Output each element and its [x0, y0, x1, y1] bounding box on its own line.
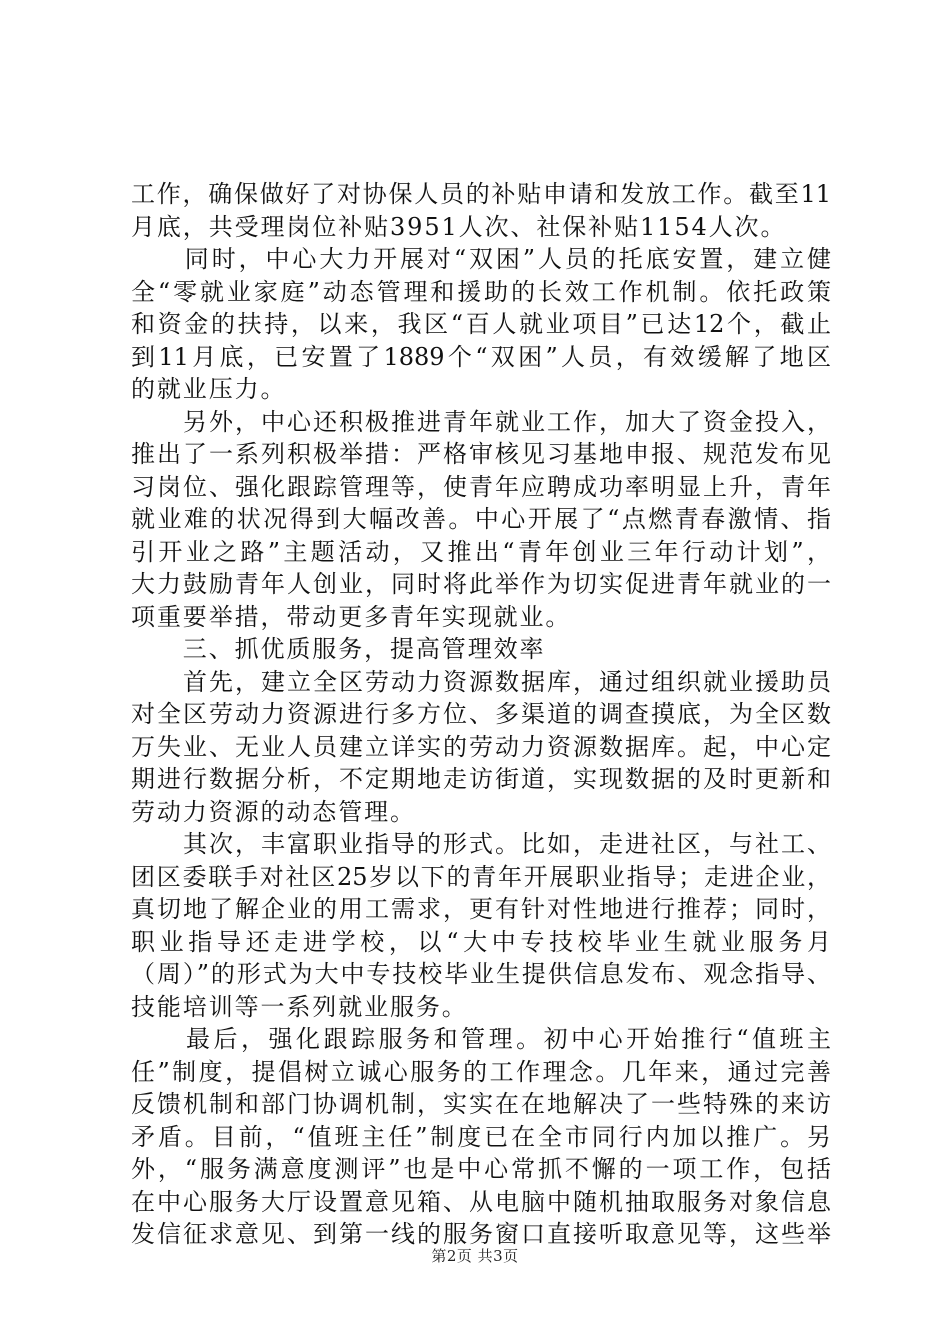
- text-line: 其次，丰富职业指导的形式。比如，走进社区，与社工、: [131, 830, 831, 858]
- page-number-label: 第2页 共3页: [431, 1247, 519, 1265]
- text-line: 习岗位、强化跟踪管理等，使青年应聘成功率明显上升，青年: [131, 472, 831, 501]
- text-line: 外，“服务满意度测评”也是中心常抓不懈的一项工作，包括: [131, 1155, 831, 1183]
- text-line: 月底，共受理岗位补贴3951人次、社保补贴1154人次。: [131, 212, 787, 241]
- text-line: 职业指导还走进学校，以“大中专技校毕业生就业服务月: [131, 927, 831, 956]
- text-line: （周）”的形式为大中专技校毕业生提供信息发布、观念指导、: [131, 960, 831, 988]
- text-line: 项重要举措，带动更多青年实现就业。: [131, 602, 572, 631]
- text-line: 到11月底，已安置了1889个“双困”人员，有效缓解了地区: [131, 342, 831, 371]
- text-line: 万失业、无业人员建立详实的劳动力资源数据库。起，中心定: [131, 732, 831, 761]
- text-line: 大力鼓励青年人创业，同时将此举作为切实促进青年就业的一: [131, 570, 831, 598]
- text-line: 矛盾。目前，“值班主任”制度已在全市同行内加以推广。另: [131, 1122, 831, 1151]
- body-text: [131, 178, 831, 1251]
- text-line: 和资金的扶持，以来，我区“百人就业项目”已达12个，截止: [131, 310, 831, 338]
- text-line: 工作，确保做好了对协保人员的补贴申请和发放工作。截至11: [131, 180, 831, 208]
- text-line: 推出了一系列积极举措：严格审核见习基地申报、规范发布见: [131, 440, 831, 468]
- text-line: 最后，强化跟踪服务和管理。初中心开始推行“值班主: [131, 1025, 831, 1053]
- text-line: 的就业压力。: [131, 375, 287, 403]
- text-line: 同时，中心大力开展对“双困”人员的托底安置，建立健: [131, 245, 831, 273]
- text-line: 真切地了解企业的用工需求，更有针对性地进行推荐；同时，: [131, 895, 831, 923]
- text-line: 团区委联手对社区25岁以下的青年开展职业指导；走进企业，: [131, 862, 831, 891]
- text-line: 反馈机制和部门协调机制，实实在在地解决了一些特殊的来访: [131, 1090, 831, 1118]
- text-line: 首先，建立全区劳动力资源数据库，通过组织就业援助员: [131, 667, 831, 696]
- text-line: 期进行数据分析，不定期地走访街道，实现数据的及时更新和: [131, 765, 831, 793]
- text-line: 发信征求意见、到第一线的服务窗口直接听取意见等，这些举: [131, 1220, 831, 1248]
- text-line: 任”制度，提倡树立诚心服务的工作理念。几年来，通过完善: [131, 1057, 831, 1086]
- text-line: 劳动力资源的动态管理。: [131, 797, 416, 826]
- text-line: 另外，中心还积极推进青年就业工作，加大了资金投入，: [131, 407, 831, 436]
- text-line: 全“零就业家庭”动态管理和援助的长效工作机制。依托政策: [131, 277, 831, 306]
- text-line: 在中心服务大厅设置意见箱、从电脑中随机抽取服务对象信息: [131, 1187, 831, 1216]
- text-line: 技能培训等一系列就业服务。: [131, 992, 468, 1021]
- text-line: 引开业之路”主题活动，又推出“青年创业三年行动计划”，: [131, 537, 831, 566]
- text-line: 就业难的状况得到大幅改善。中心开展了“点燃青春激情、指: [131, 505, 831, 533]
- text-line: 对全区劳动力资源进行多方位、多渠道的调查摸底，为全区数: [131, 700, 831, 728]
- page-footer: [0, 1246, 950, 1266]
- section-heading: 三、抓优质服务，提高管理效率: [131, 635, 546, 663]
